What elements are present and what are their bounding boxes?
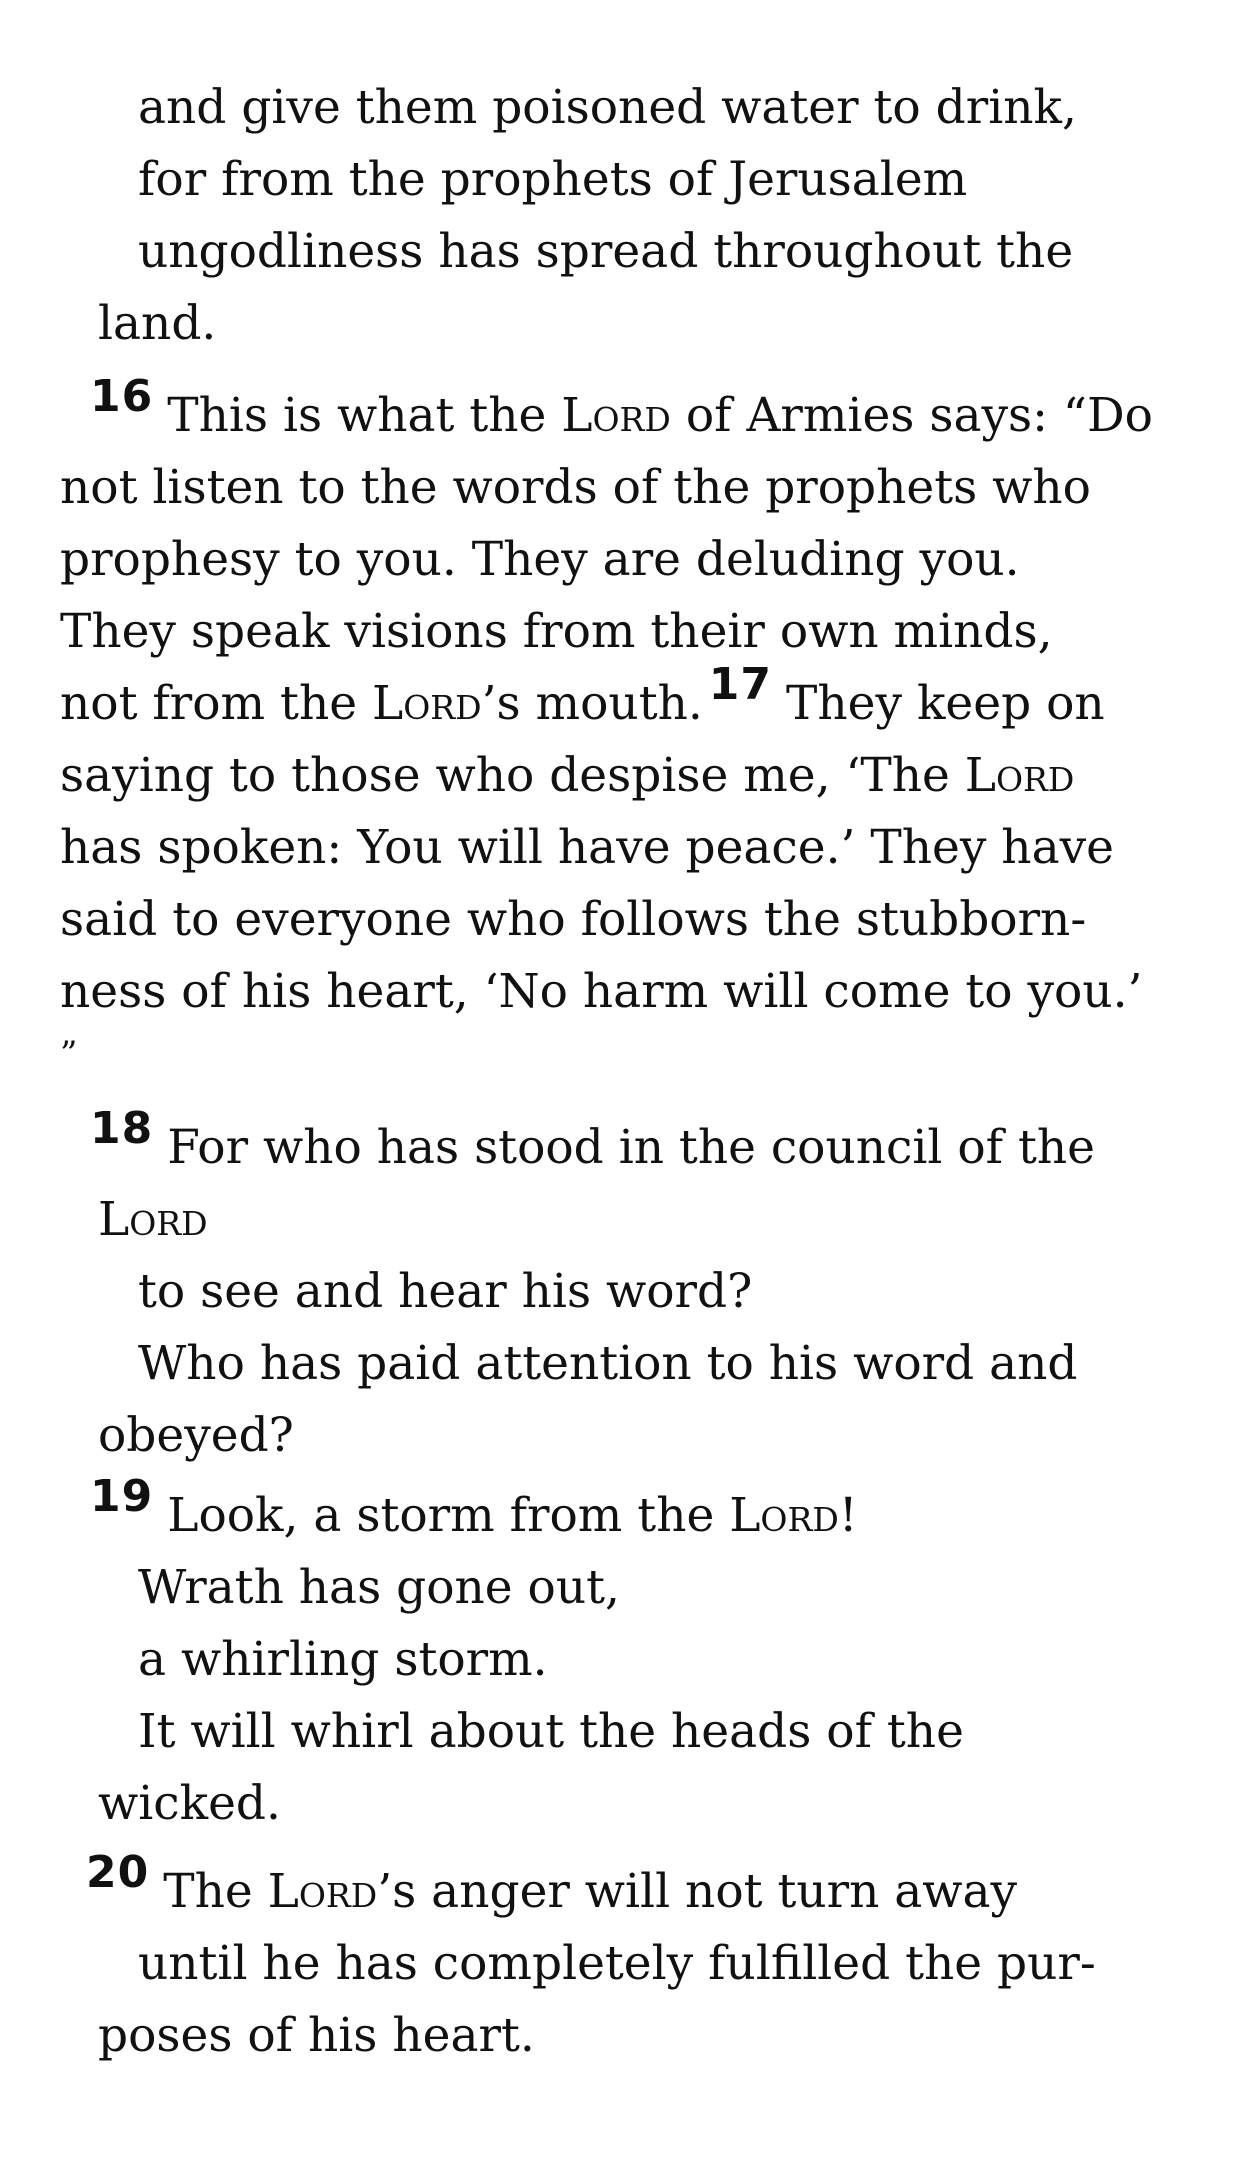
text-span: The — [163, 1864, 268, 1919]
verse-number-20: 20 — [86, 1847, 150, 1898]
text-line: poses of his heart. — [98, 2008, 535, 2063]
verse-number-16: 16 — [90, 371, 154, 422]
lord-small-caps: Lord — [98, 1192, 208, 1247]
lord-small-caps: Lord — [267, 1864, 378, 1919]
text-line: a whirling storm. — [138, 1632, 548, 1687]
text-line: not listen to the words of the prophets who — [60, 460, 1091, 515]
text-line: wicked. — [98, 1776, 281, 1831]
lord-small-caps: Lord — [964, 748, 1075, 803]
closing-quote: ” — [60, 1034, 78, 1074]
text-line: has spoken: You will have peace.’ They have — [60, 820, 1114, 875]
text-span: of Armies says: “Do — [670, 388, 1153, 443]
verse-19-line — [90, 1471, 858, 1553]
text-line: for from the prophets of Jerusalem — [138, 152, 968, 207]
verse-20-line — [86, 1847, 1018, 1929]
text-line: ness of his heart, ‘No harm will come to you.’ — [60, 964, 1143, 1019]
text-line: prophesy to you. They are deluding you. — [60, 532, 1020, 587]
text-span: Look, a storm from the — [167, 1488, 730, 1543]
text-line: obeyed? — [98, 1408, 294, 1463]
text-line: said to everyone who follows the stubborn- — [60, 892, 1087, 947]
verse-17-line — [60, 659, 1105, 741]
text-span: For who has stood in the council of the — [167, 1120, 1095, 1175]
lord-small-caps: Lord — [371, 676, 482, 731]
text-span: They keep on — [786, 676, 1105, 731]
verse-number-18: 18 — [90, 1103, 154, 1154]
verse-18-line — [90, 1103, 1095, 1185]
text-line: It will whirl about the heads of the — [138, 1704, 964, 1759]
text-line: land. — [98, 296, 217, 351]
text-span: This is what the — [167, 388, 562, 443]
text-line: to see and hear his word? — [138, 1264, 753, 1319]
text-line: and give them poisoned water to drink, — [138, 80, 1077, 135]
verse-16-line — [90, 371, 1153, 453]
text-span: ’s mouth. — [481, 676, 703, 731]
text-line: They speak visions from their own minds, — [60, 604, 1053, 659]
text-span: ! — [838, 1488, 858, 1543]
text-span: ’s anger will not turn away — [377, 1864, 1018, 1919]
text-line — [60, 740, 1074, 812]
text-span: saying to those who despise me, ‘The — [60, 748, 965, 803]
verse-number-17: 17 — [708, 659, 773, 710]
text-line: ungodliness has spread throughout the — [138, 224, 1074, 279]
text-line: until he has completely fulfilled the pur- — [138, 1936, 1096, 1991]
verse-number-19: 19 — [90, 1471, 154, 1522]
text-line: Wrath has gone out, — [138, 1560, 620, 1615]
text-line: Who has paid attention to his word and — [138, 1336, 1078, 1391]
lord-small-caps: Lord — [729, 1488, 839, 1543]
lord-small-caps: Lord — [561, 388, 671, 443]
text-span: not from the — [60, 676, 372, 731]
